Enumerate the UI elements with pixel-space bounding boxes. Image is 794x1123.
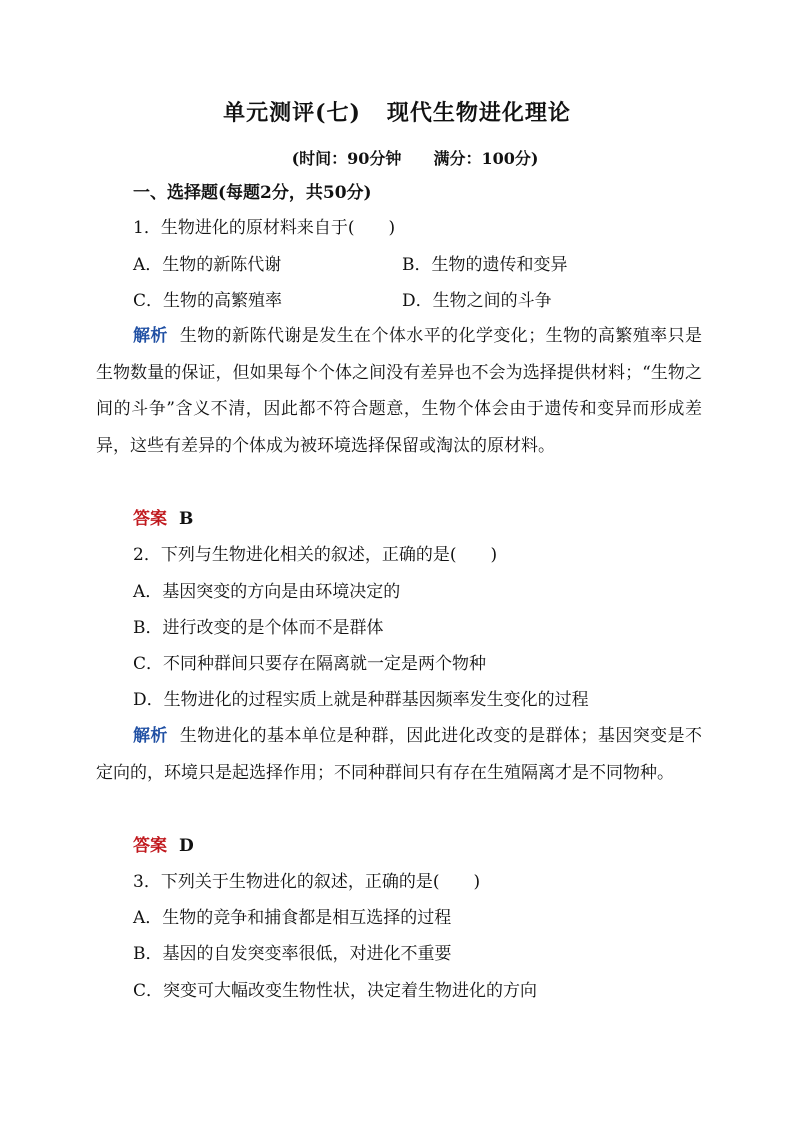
q2-answer-value: D — [179, 836, 194, 856]
q2-analysis-text: 生物进化的基本单位是种群，因此进化改变的是群体；基因突变是不定向的，环境只是起选择作用；不同种群间只有存在生殖隔离才是不同物种。 — [96, 726, 703, 783]
q3-option-a: A．生物的竞争和捕食都是相互选择的过程 — [133, 908, 452, 928]
q2-stem: 2．下列与生物进化相关的叙述，正确的是( ) — [133, 545, 498, 565]
q2-answer — [133, 834, 194, 858]
q1-stem: 1．生物进化的原材料来自于( ) — [133, 218, 396, 238]
q1-option-d: D．生物之间的斗争 — [402, 291, 552, 311]
title-unit: 单元测评(七) — [223, 100, 361, 126]
page-title — [0, 96, 794, 127]
section-heading: 一、选择题(每题2分，共50分) — [133, 183, 372, 203]
q3-option-b: B．基因的自发突变率很低，对进化不重要 — [133, 944, 452, 964]
q2-option-c: C．不同种群间只要存在隔离就一定是两个物种 — [133, 654, 487, 674]
q3-stem: 3．下列关于生物进化的叙述，正确的是( ) — [133, 872, 481, 892]
q3-option-c: C．突变可大幅改变生物性状，决定着生物进化的方向 — [133, 981, 538, 1001]
q1-option-c: C．生物的高繁殖率 — [133, 291, 283, 311]
q1-option-b: B．生物的遗传和变异 — [402, 255, 568, 275]
q1-analysis — [96, 318, 702, 464]
q1-answer-value: B — [179, 509, 194, 529]
q1-answer-label: 答案 — [133, 509, 167, 529]
q2-answer-label: 答案 — [133, 836, 167, 856]
title-topic: 现代生物进化理论 — [386, 100, 571, 126]
q2-analysis-label: 解析 — [133, 726, 168, 746]
q1-analysis-label: 解析 — [133, 326, 168, 346]
q2-option-a: A．基因突变的方向是由环境决定的 — [133, 582, 401, 602]
q2-analysis — [96, 718, 702, 791]
time-limit: (时间：90分钟 — [291, 149, 402, 168]
q2-option-d: D．生物进化的过程实质上就是种群基因频率发生变化的过程 — [133, 690, 589, 710]
q2-option-b: B．进行改变的是个体而不是群体 — [133, 618, 384, 638]
q1-analysis-text: 生物的新陈代谢是发生在个体水平的化学变化；生物的高繁殖率只是生物数量的保证，但如果每个个体之间没有差异也不会为选择提供材料；“生物之间的斗争”含义不清，因此都不符合题意，生物个体会由于遗传和变异而形成差异，这些有差异的个体成为被环境选择保留或淘汰的原材料。 — [96, 326, 703, 456]
exam-info — [0, 146, 794, 169]
full-score: 满分：100分) — [433, 149, 539, 168]
q1-answer — [133, 507, 193, 531]
q1-option-a: A．生物的新陈代谢 — [133, 255, 282, 275]
